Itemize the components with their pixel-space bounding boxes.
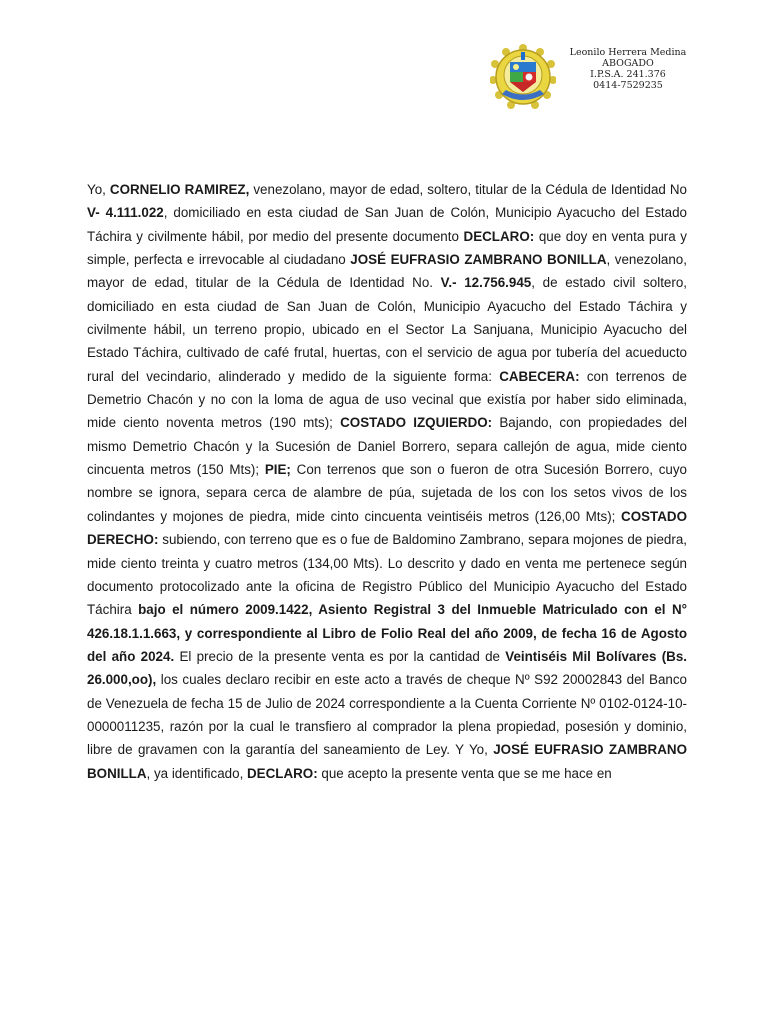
bold-text-run: DECLARO:: [463, 228, 535, 244]
bold-text-run: V- 4.111.022: [87, 205, 164, 221]
bold-text-run: CORNELIO RAMIREZ,: [109, 182, 250, 197]
text-run: Yo,: [87, 182, 110, 197]
bold-text-run: COSTADO IZQUIERDO:: [340, 415, 493, 431]
lawyer-info: [564, 47, 692, 91]
text-run: los cuales declaro recibir en este acto a través de cheque Nº S92 20002843 del Banco de Venezuela de fecha 15 de Julio de 2024 correspondiente a la Cuenta Corriente Nº 0102-0124-10-0000011235, razón por la cual le transfiero al comprador la plena propiedad, posesión y dominio, libre de gravamen con la garantía del saneamiento de Ley. Y Yo,: [87, 672, 687, 758]
law-seal-icon: [490, 44, 556, 110]
text-run: Con terrenos que son o fueron de otra Sucesión Borrero, cuyo nombre se ignora, separa cerca de alambre de púa, sujetada de los con los setos vivos de los colindantes y mojones de piedra, mide cinto cincuenta veintiséis metros (126,00 Mts);: [87, 462, 687, 524]
text-run: Bajando, con propiedades del mismo Demetrio Chacón y la Sucesión de Daniel Borrero, separa callejón de agua, mide ciento cincuenta metros (150 Mts);: [87, 415, 687, 478]
bold-text-run: COSTADO DERECHO:: [87, 508, 687, 548]
text-run: , ya identificado,: [146, 765, 248, 781]
lawyer-phone: 0414-7529235: [593, 80, 663, 91]
text-run: que acepto la presente venta que se me hace en: [317, 765, 612, 781]
letterhead: [490, 44, 700, 110]
text-run: con terrenos de Demetrio Chacón y no con la loma de agua de uso vecinal que existía por haber sido eliminada, mide ciento noventa metros (190 mts);: [87, 368, 687, 431]
bold-text-run: V.- 12.756.945: [440, 275, 532, 291]
document-body: [87, 178, 687, 785]
bold-text-run: bajo el número 2009.1422, Asiento Registral 3 del Inmueble Matriculado con el N° 426.18.1.1.663, y correspondiente al Libro de Folio Real del año 2009, de fecha 16 de Agosto del año 2024.: [87, 602, 687, 664]
text-run: subiendo, con terreno que es o fue de Baldomino Zambrano, separa mojones de piedra, mide ciento treinta y cuatro metros (134,00 Mts). Lo descrito y dado en venta me pertenece según documento protocolizado ante la oficina de Registro Público del Municipio Ayacucho del Estado Táchira: [87, 532, 687, 618]
bold-text-run: JOSÉ EUFRASIO ZAMBRANO BONILLA: [350, 252, 607, 268]
lawyer-ipsa: I.P.S.A. 241.376: [590, 69, 666, 80]
bold-text-run: PIE;: [264, 462, 291, 478]
bold-text-run: DECLARO:: [247, 765, 318, 781]
bold-text-run: Veintiséis Mil Bolívares (Bs. 26.000,oo),: [87, 648, 687, 688]
lawyer-name: Leonilo Herrera Medina: [569, 47, 687, 58]
text-run: , venezolano, mayor de edad, titular de la Cédula de Identidad No.: [87, 252, 687, 291]
text-run: venezolano, mayor de edad, soltero, titular de la Cédula de Identidad No: [249, 182, 687, 197]
text-run: , domiciliado en esta ciudad de San Juan de Colón, Municipio Ayacucho del Estado Táchira y civilmente hábil, por medio del presente documento: [87, 205, 687, 244]
text-run: , de estado civil soltero, domiciliado en esta ciudad de San Juan de Colón, Municipio Ayacucho del Estado Táchira y civilmente hábil, un terreno propio, ubicado en el Sector La Sanjuana, Municipio Ayacucho del Estado Táchira, cultivado de café frutal, huertas, con el servicio de agua por tubería del acueducto rural del vecindario, alinderado y medido de la siguiente forma:: [87, 275, 687, 384]
bold-text-run: CABECERA:: [499, 368, 580, 384]
bold-text-run: JOSÉ EUFRASIO ZAMBRANO BONILLA: [87, 742, 687, 781]
text-run: El precio de la presente venta es por la cantidad de: [174, 648, 506, 664]
text-run: que doy en venta pura y simple, perfecta e irrevocable al ciudadano: [87, 228, 687, 268]
sale-declaration-paragraph: [87, 178, 687, 785]
lawyer-title: ABOGADO: [602, 58, 654, 69]
